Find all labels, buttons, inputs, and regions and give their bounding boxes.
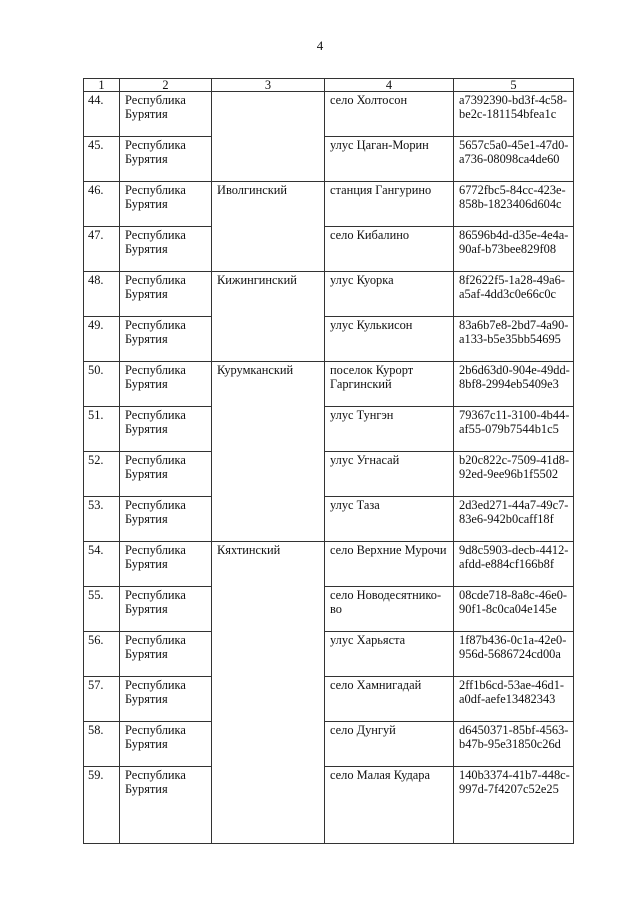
- identifier-cell: 86596b4d-d35e-4e4a-90af-b73bee829f08: [454, 227, 574, 272]
- identifier-cell: 8f2622f5-1a28-49a6-a5af-4dd3c0e66c0c: [454, 272, 574, 317]
- identifier-cell: 83a6b7e8-2bd7-4a90-a133-b5e35bb54695: [454, 317, 574, 362]
- settlement-cell: село Кибалино: [325, 227, 454, 272]
- settlement-cell: село Хамнигадай: [325, 677, 454, 722]
- region-cell: Республика Бурятия: [120, 677, 212, 722]
- table-row: [84, 227, 574, 272]
- row-number: 53.: [84, 497, 120, 542]
- region-cell: Республика Бурятия: [120, 542, 212, 587]
- row-number: 57.: [84, 677, 120, 722]
- region-cell: Республика Бурятия: [120, 452, 212, 497]
- identifier-cell: 79367c11-3100-4b44-af55-079b7544b1c5: [454, 407, 574, 452]
- row-number: 55.: [84, 587, 120, 632]
- settlement-cell: станция Гангурино: [325, 182, 454, 227]
- settlement-cell: улус Куорка: [325, 272, 454, 317]
- district-cell: Кижингинский: [212, 272, 325, 317]
- district-cell: [212, 317, 325, 362]
- settlement-cell: село Малая Кудара: [325, 767, 454, 844]
- region-cell: Республика Бурятия: [120, 767, 212, 844]
- settlement-cell: улус Харьяста: [325, 632, 454, 677]
- identifier-cell: d6450371-85bf-4563-b47b-95e31850c26d: [454, 722, 574, 767]
- page-number: 4: [316, 38, 324, 53]
- table-row: [84, 407, 574, 452]
- region-cell: Республика Бурятия: [120, 137, 212, 182]
- table-row: [84, 137, 574, 182]
- settlement-cell: село Холтосон: [325, 92, 454, 137]
- row-number: 52.: [84, 452, 120, 497]
- settlement-cell: улус Таза: [325, 497, 454, 542]
- settlement-cell: улус Цаган-Морин: [325, 137, 454, 182]
- region-cell: Республика Бурятия: [120, 317, 212, 362]
- district-cell: [212, 767, 325, 844]
- region-cell: Республика Бурятия: [120, 722, 212, 767]
- table-row: [84, 317, 574, 362]
- identifier-cell: 140b3374-41b7-448c-997d-7f4207c52e25: [454, 767, 574, 844]
- row-number: 45.: [84, 137, 120, 182]
- settlements-table: [83, 78, 574, 844]
- district-cell: [212, 632, 325, 677]
- identifier-cell: 2b6d63d0-904e-49dd-8bf8-2994eb5409e3: [454, 362, 574, 407]
- district-cell: [212, 227, 325, 272]
- row-number: 59.: [84, 767, 120, 844]
- table-row: [84, 497, 574, 542]
- identifier-cell: 5657c5a0-45e1-47d0-a736-08098ca4de60: [454, 137, 574, 182]
- district-cell: Иволгинский: [212, 182, 325, 227]
- identifier-cell: b20c822c-7509-41d8-92ed-9ee96b1f5502: [454, 452, 574, 497]
- district-cell: [212, 677, 325, 722]
- settlement-cell: село Верхние Мурочи: [325, 542, 454, 587]
- district-cell: Кяхтинский: [212, 542, 325, 587]
- identifier-cell: 9d8c5903-decb-4412-afdd-e884cf166b8f: [454, 542, 574, 587]
- column-header: 4: [325, 79, 454, 92]
- table-row: [84, 182, 574, 227]
- identifier-cell: 2d3ed271-44a7-49c7-83e6-942b0caff18f: [454, 497, 574, 542]
- column-header: 5: [454, 79, 574, 92]
- table-row: [84, 362, 574, 407]
- region-cell: Республика Бурятия: [120, 407, 212, 452]
- row-number: 50.: [84, 362, 120, 407]
- table-row: [84, 92, 574, 137]
- table-row: [84, 542, 574, 587]
- district-cell: Курумканский: [212, 362, 325, 407]
- district-cell: [212, 92, 325, 137]
- settlement-cell: улус Тунгэн: [325, 407, 454, 452]
- row-number: 56.: [84, 632, 120, 677]
- identifier-cell: 2ff1b6cd-53ae-46d1-a0df-aefe13482343: [454, 677, 574, 722]
- district-cell: [212, 137, 325, 182]
- region-cell: Республика Бурятия: [120, 362, 212, 407]
- identifier-cell: 6772fbc5-84cc-423e-858b-1823406d604c: [454, 182, 574, 227]
- settlement-cell: поселок Курорт Гаргинский: [325, 362, 454, 407]
- region-cell: Республика Бурятия: [120, 497, 212, 542]
- row-number: 54.: [84, 542, 120, 587]
- district-cell: [212, 722, 325, 767]
- table-row: [84, 722, 574, 767]
- settlement-cell: село Новодесятнико-во: [325, 587, 454, 632]
- row-number: 46.: [84, 182, 120, 227]
- region-cell: Республика Бурятия: [120, 632, 212, 677]
- table-row: [84, 632, 574, 677]
- header-row: [84, 79, 574, 92]
- table-row: [84, 767, 574, 844]
- region-cell: Республика Бурятия: [120, 227, 212, 272]
- column-header: 3: [212, 79, 325, 92]
- identifier-cell: 1f87b436-0c1a-42e0-956d-5686724cd00a: [454, 632, 574, 677]
- row-number: 51.: [84, 407, 120, 452]
- row-number: 48.: [84, 272, 120, 317]
- table-row: [84, 677, 574, 722]
- table-row: [84, 452, 574, 497]
- district-cell: [212, 587, 325, 632]
- settlement-cell: улус Угнасай: [325, 452, 454, 497]
- region-cell: Республика Бурятия: [120, 587, 212, 632]
- row-number: 49.: [84, 317, 120, 362]
- row-number: 47.: [84, 227, 120, 272]
- region-cell: Республика Бурятия: [120, 182, 212, 227]
- district-cell: [212, 452, 325, 497]
- identifier-cell: 08cde718-8a8c-46e0-90f1-8c0ca04e145e: [454, 587, 574, 632]
- table-row: [84, 272, 574, 317]
- settlement-cell: село Дунгуй: [325, 722, 454, 767]
- settlement-cell: улус Кулькисон: [325, 317, 454, 362]
- identifier-cell: a7392390-bd3f-4c58-be2c-181154bfea1c: [454, 92, 574, 137]
- district-cell: [212, 497, 325, 542]
- region-cell: Республика Бурятия: [120, 92, 212, 137]
- column-header: 2: [120, 79, 212, 92]
- region-cell: Республика Бурятия: [120, 272, 212, 317]
- district-cell: [212, 407, 325, 452]
- row-number: 58.: [84, 722, 120, 767]
- table-row: [84, 587, 574, 632]
- column-header: 1: [84, 79, 120, 92]
- row-number: 44.: [84, 92, 120, 137]
